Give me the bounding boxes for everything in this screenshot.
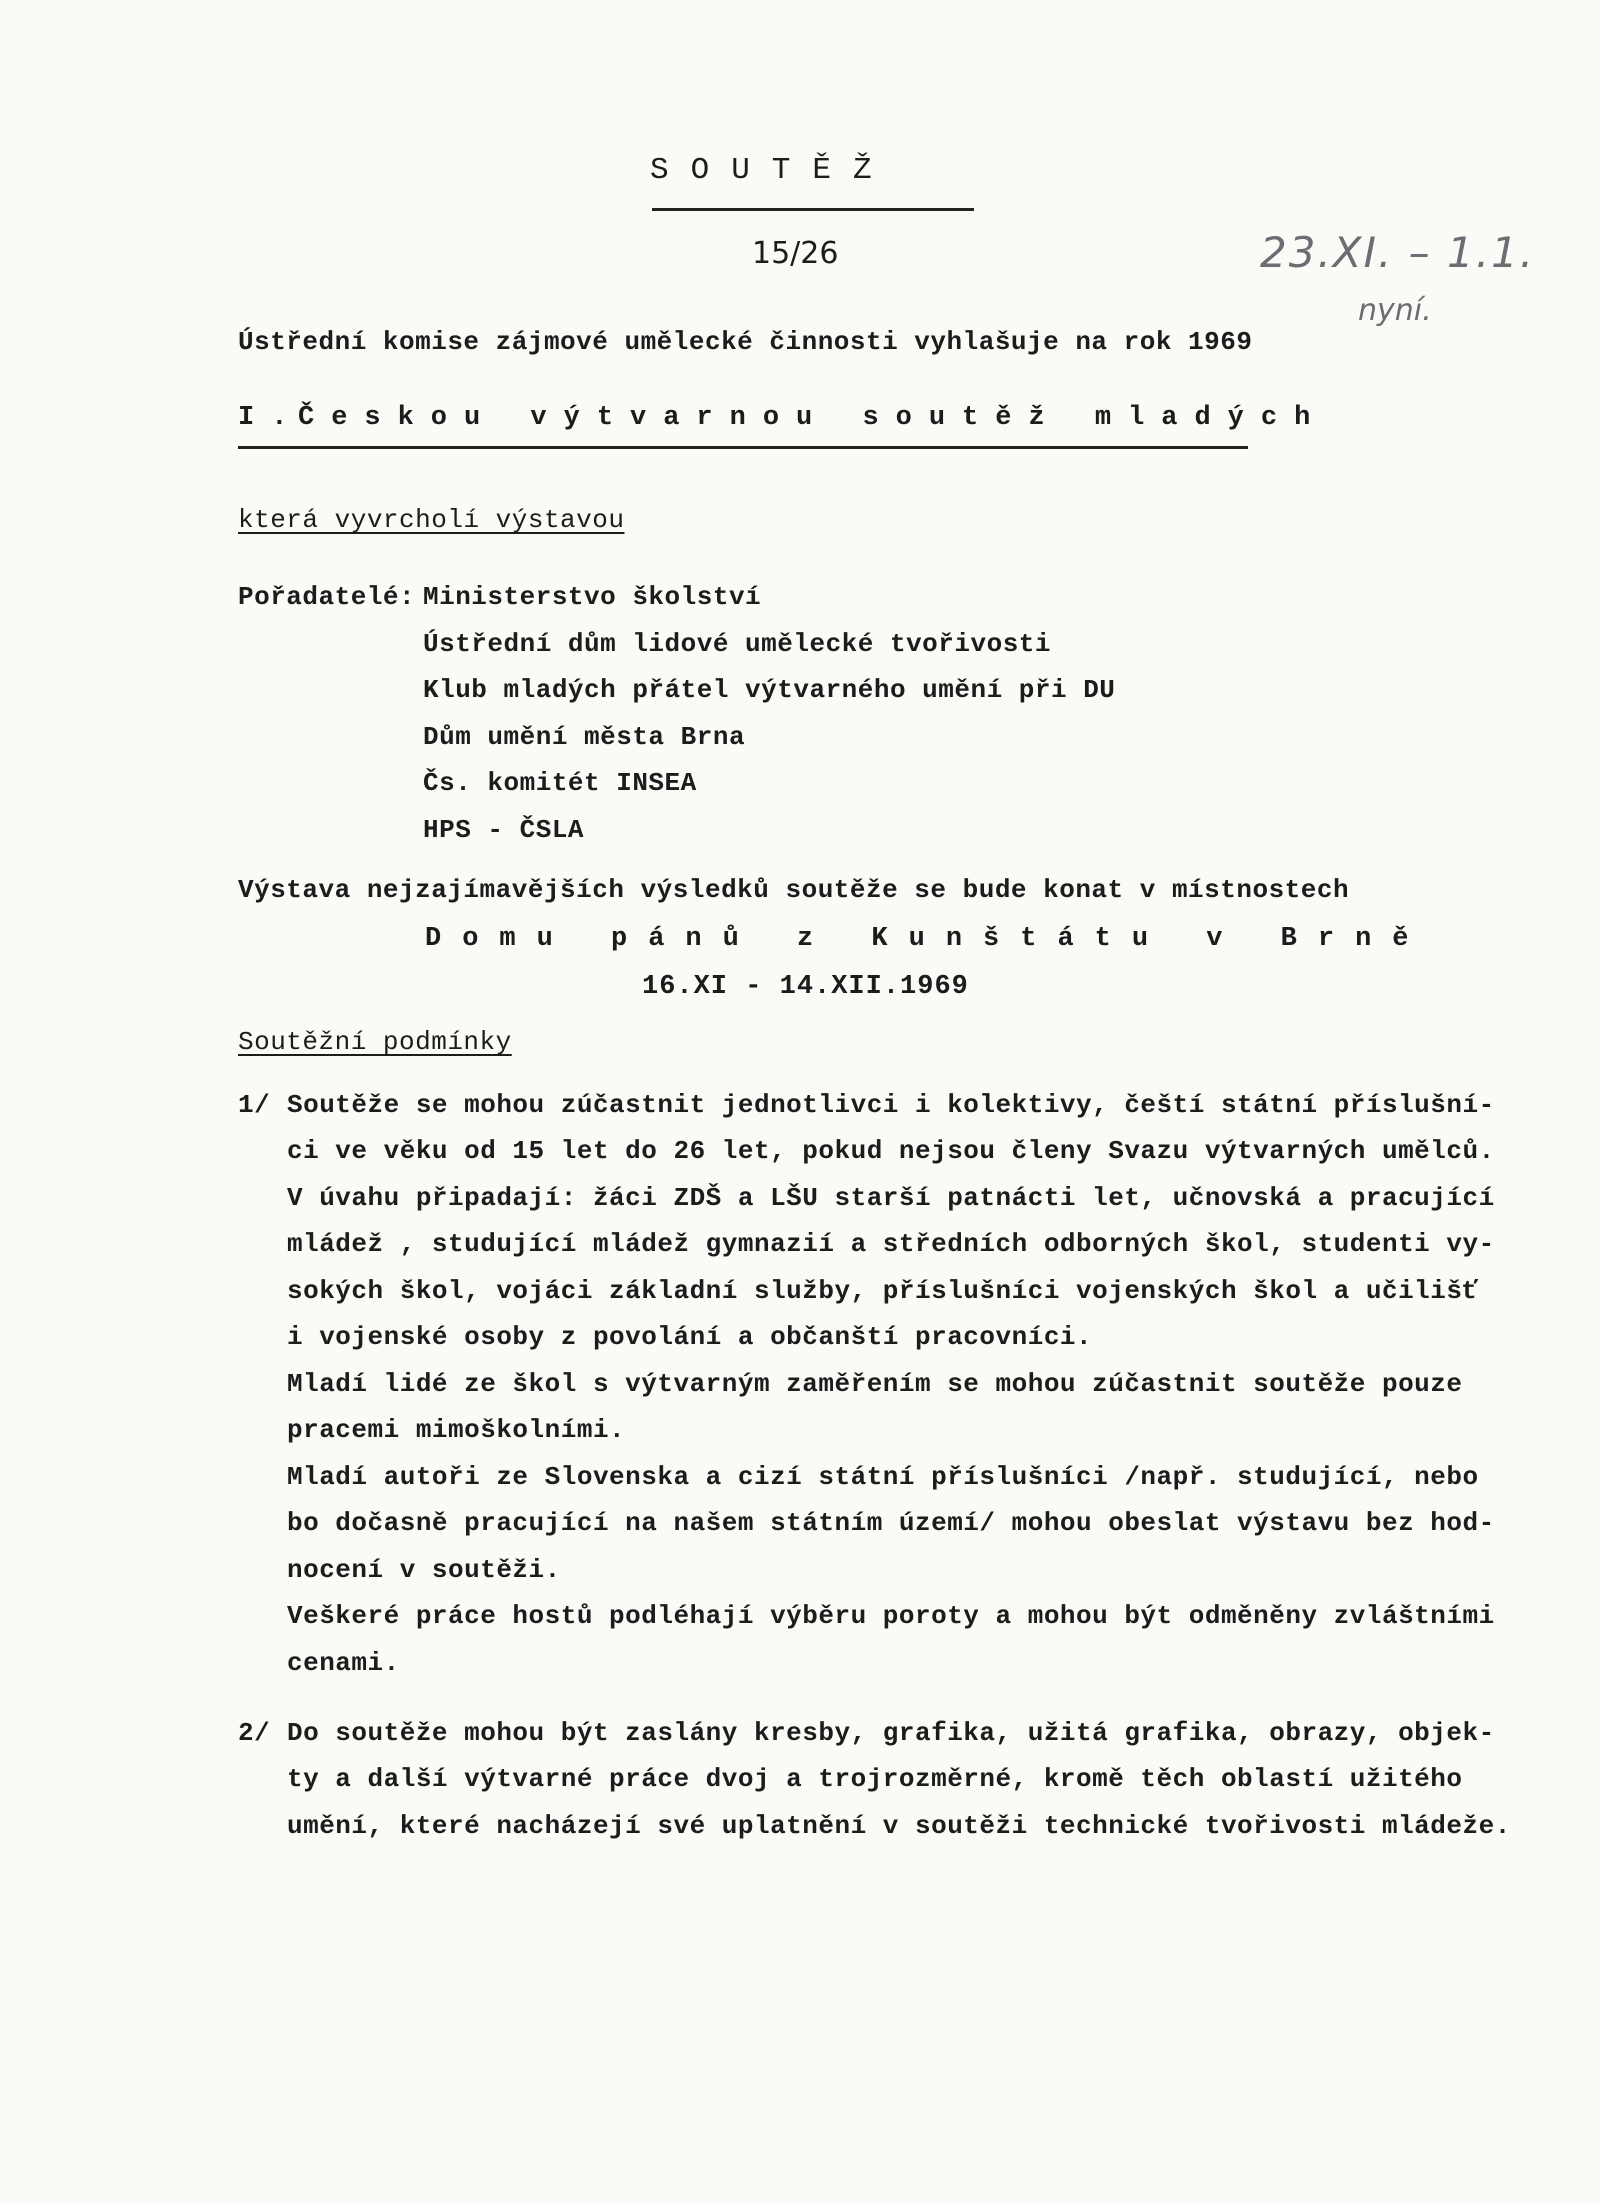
condition-line: cenami. xyxy=(287,1648,400,1678)
condition-line: i vojenské osoby z povolání a občanští pracovníci. xyxy=(287,1322,1093,1352)
condition-line: ty a další výtvarné práce dvoj a trojrozměrné, kromě těch oblastí užitého xyxy=(287,1764,1463,1794)
page-title: SOUTĚŽ xyxy=(650,153,894,188)
condition-line: V úvahu připadají: žáci ZDŠ a LŠU starší patnácti let, učnovská a pracující xyxy=(287,1183,1495,1213)
condition-line: ci ve věku od 15 let do 26 let, pokud nejsou členy Svazu výtvarných umělců. xyxy=(287,1136,1495,1166)
organizer-item: Dům umění města Brna xyxy=(423,722,746,752)
condition-line: mládež , studující mládež gymnazií a středních odborných škol, studenti vy- xyxy=(287,1229,1495,1259)
item-number: 1/ xyxy=(238,1090,271,1120)
condition-line: Mladí lidé ze škol s výtvarným zaměřením se mohou zúčastnit soutěže pouze xyxy=(287,1369,1463,1399)
condition-line: Do soutěže mohou být zaslány kresby, grafika, užitá grafika, obrazy, objek- xyxy=(287,1718,1495,1748)
intro-line: Ústřední komise zájmové umělecké činnosti vyhlašuje na rok 1969 xyxy=(238,327,1253,357)
condition-line: sokých škol, vojáci základní služby, příslušníci vojenských škol a učilišť xyxy=(287,1276,1479,1306)
organizers-label: Pořadatelé: xyxy=(238,582,416,612)
organizer-item: HPS - ČSLA xyxy=(423,815,585,845)
organizer-item: Klub mladých přátel výtvarného umění při DU xyxy=(423,675,1116,705)
organizer-item: Ministerstvo školství xyxy=(423,582,762,612)
handwritten-note: nyní. xyxy=(1358,293,1432,328)
competition-name: Českou výtvarnou soutěž mladých xyxy=(298,403,1328,433)
conditions-heading: Soutěžní podmínky xyxy=(238,1027,512,1057)
title-underline xyxy=(652,208,974,211)
competition-underline xyxy=(238,446,1248,449)
exhibition-line: Výstava nejzajímavějších výsledků soutěže se bude konat v místnostech xyxy=(238,875,1350,905)
climax-line: která vyvrcholí výstavou xyxy=(238,505,625,535)
exhibition-dates: 16.XI - 14.XII.1969 xyxy=(642,972,969,1002)
condition-line: umění, které nacházejí své uplatnění v soutěži technické tvořivosti mládeže. xyxy=(287,1811,1511,1841)
condition-line: Mladí autoři ze Slovenska a cizí státní příslušníci /např. studující, nebo xyxy=(287,1462,1479,1492)
exhibition-venue: Domu pánů z Kunštátu v Brně xyxy=(425,924,1430,954)
organizer-item: Čs. komitét INSEA xyxy=(423,768,697,798)
condition-line: bo dočasně pracující na našem státním území/ mohou obeslat výstavu bez hod- xyxy=(287,1508,1495,1538)
organizer-item: Ústřední dům lidové umělecké tvořivosti xyxy=(423,629,1051,659)
condition-line: pracemi mimoškolními. xyxy=(287,1415,626,1445)
condition-line: Veškeré práce hostů podléhají výběru poroty a mohou být odměněny zvláštními xyxy=(287,1601,1495,1631)
condition-line: nocení v soutěži. xyxy=(287,1555,561,1585)
document-number: 15/26 xyxy=(752,236,839,271)
handwritten-date: 23.XI. – 1.1. xyxy=(1260,228,1536,277)
item-number: 2/ xyxy=(238,1718,271,1748)
competition-prefix: I. xyxy=(238,403,305,433)
condition-line: Soutěže se mohou zúčastnit jednotlivci i kolektivy, čeští státní příslušní- xyxy=(287,1090,1495,1120)
